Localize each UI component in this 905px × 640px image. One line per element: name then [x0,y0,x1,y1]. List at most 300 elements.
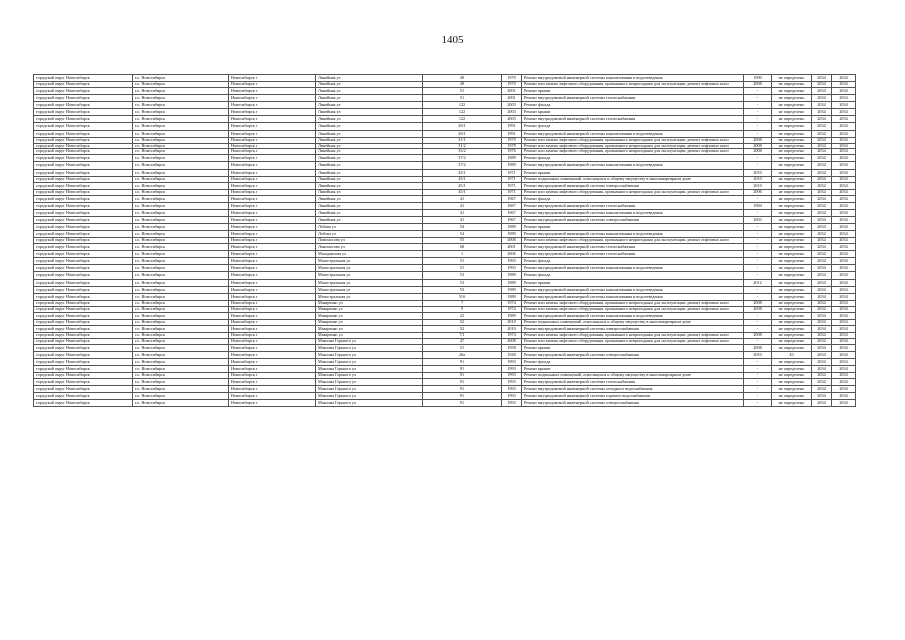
plan-end-cell: 2034 [832,400,856,407]
last-repair-cell: - [744,155,772,162]
year-built-cell: 1989 [502,293,522,300]
street-cell: Максима Горького ул [316,400,423,407]
house-cell: 51 [423,344,502,351]
last-repair-cell: - [744,130,772,137]
last-repair-cell: - [744,195,772,202]
work-type-cell: Ремонт внутридомовой инженерной системы холодного водоснабжения [522,385,744,392]
plan-end-cell: 2034 [832,351,856,358]
municipality-cell: городской округ Новосибирск [34,149,133,155]
municipality-cell: городской округ Новосибирск [34,265,133,272]
plan-end-cell: 2034 [832,344,856,351]
last-repair-cell: 2008 [744,332,772,338]
plan-end-cell: 2034 [832,319,856,325]
last-repair-cell: 2003 [744,216,772,223]
street-cell: Макаренко ул [316,325,423,332]
plan-start-cell: 2034 [812,306,832,312]
district-cell: г.о. Новосибирск [133,244,229,251]
work-type-cell: Ремонт внутридомовой инженерной системы электроснабжения [522,182,744,189]
street-cell: Макаренко ул [316,332,423,338]
plan-end-cell: 2034 [832,365,856,372]
plan-end-cell: 2034 [832,385,856,392]
city-cell: Новосибирск г [229,344,316,351]
last-repair-cell: - [744,312,772,319]
street-cell: Макаренко ул [316,319,423,325]
work-type-cell: Ремонт крыши [522,169,744,176]
year-built-cell: 2006 [502,251,522,258]
district-cell: г.о. Новосибирск [133,312,229,319]
work-type-cell: Ремонт крыши [522,223,744,230]
last-repair-cell: - [744,102,772,109]
wear-cell: не определено [772,319,812,325]
district-cell: г.о. Новосибирск [133,279,229,286]
year-built-cell: 1967 [502,202,522,209]
year-built-cell: 1948 [502,351,522,358]
year-built-cell: 1971 [502,182,522,189]
wear-cell: не определено [772,385,812,392]
house-cell: 122 [423,102,502,109]
plan-end-cell: 2034 [832,137,856,143]
municipality-cell: городской округ Новосибирск [34,293,133,300]
last-repair-cell: - [744,209,772,216]
wear-cell: не определено [772,372,812,378]
city-cell: Новосибирск г [229,358,316,365]
plan-start-cell: 2034 [812,202,832,209]
work-type-cell: Ремонт внутридомовой инженерной системы электроснабжения [522,351,744,358]
wear-cell: не определено [772,325,812,332]
last-repair-cell: - [744,293,772,300]
year-built-cell: 1989 [502,286,522,293]
plan-end-cell: 2034 [832,162,856,169]
plan-start-cell: 2034 [812,385,832,392]
street-cell: Максима Горького ул [316,385,423,392]
plan-start-cell: 2034 [812,130,832,137]
wear-cell: не определено [772,312,812,319]
district-cell: г.о. Новосибирск [133,378,229,385]
table-row [34,162,856,169]
year-built-cell: 1979 [502,143,522,149]
house-cell: 41 [423,209,502,216]
last-repair-cell: 2008 [744,143,772,149]
street-cell: Макаренко ул [316,312,423,319]
last-repair-cell: - [744,162,772,169]
plan-end-cell: 2034 [832,251,856,258]
year-built-cell: 1989 [502,155,522,162]
wear-cell: не определено [772,75,812,82]
municipality-cell: городской округ Новосибирск [34,169,133,176]
district-cell: г.о. Новосибирск [133,123,229,130]
street-cell: Линейная ул [316,189,423,195]
year-built-cell: 2006 [502,238,522,244]
wear-cell: не определено [772,344,812,351]
work-type-cell: Ремонт или замена лифтового оборудования, признанного непригодным для эксплуатации, ремонт лифтовых шахт [522,306,744,312]
house-cell: 54 [423,223,502,230]
last-repair-cell: - [744,392,772,399]
house-cell: 91 [423,392,502,399]
last-repair-cell: 2010 [744,182,772,189]
municipality-cell: городской округ Новосибирск [34,338,133,344]
house-cell: 122 [423,116,502,123]
house-cell: 31/1 [423,137,502,143]
plan-end-cell: 2034 [832,358,856,365]
plan-start-cell: 2034 [812,358,832,365]
wear-cell: не определено [772,95,812,102]
plan-start-cell: 2034 [812,344,832,351]
municipality-cell: городской округ Новосибирск [34,216,133,223]
house-cell: 7/1 [423,332,502,338]
city-cell: Новосибирск г [229,162,316,169]
plan-end-cell: 2034 [832,231,856,238]
municipality-cell: городской округ Новосибирск [34,209,133,216]
house-cell: 1 [423,251,502,258]
municipality-cell: городской округ Новосибирск [34,400,133,407]
house-cell: 41 [423,202,502,209]
plan-start-cell: 2034 [812,272,832,279]
last-repair-cell: - [744,286,772,293]
last-repair-cell: - [744,325,772,332]
year-built-cell: 1967 [502,216,522,223]
plan-start-cell: 2034 [812,169,832,176]
plan-end-cell: 2034 [832,300,856,306]
year-built-cell: 1974 [502,306,522,312]
last-repair-cell: 1990 [744,75,772,82]
house-cell: 41 [423,216,502,223]
street-cell: Линейная ул [316,182,423,189]
city-cell: Новосибирск г [229,75,316,82]
table-row [34,182,856,189]
city-cell: Новосибирск г [229,155,316,162]
plan-start-cell: 2034 [812,392,832,399]
table-row [34,155,856,162]
municipality-cell: городской округ Новосибирск [34,306,133,312]
city-cell: Новосибирск г [229,293,316,300]
city-cell: Новосибирск г [229,216,316,223]
table-row [34,344,856,351]
work-type-cell: Ремонт или замена лифтового оборудования, признанного непригодным для эксплуатации, ремонт лифтовых шахт [522,238,744,244]
street-cell: Магистральная ул [316,293,423,300]
municipality-cell: городской округ Новосибирск [34,195,133,202]
municipality-cell: городской округ Новосибирск [34,351,133,358]
table-row [34,365,856,372]
last-repair-cell: 2008 [744,306,772,312]
house-cell: 53 [423,272,502,279]
district-cell: г.о. Новосибирск [133,137,229,143]
work-type-cell: Ремонт крыши [522,109,744,116]
table-row [34,392,856,399]
plan-end-cell: 2034 [832,82,856,88]
plan-start-cell: 2034 [812,88,832,95]
last-repair-cell: - [744,95,772,102]
house-cell: 91 [423,372,502,378]
municipality-cell: городской округ Новосибирск [34,223,133,230]
street-cell: Максима Горького ул [316,338,423,344]
work-type-cell: Ремонт внутридомовой инженерной системы теплоснабжения [522,378,744,385]
wear-cell: не определено [772,88,812,95]
district-cell: г.о. Новосибирск [133,400,229,407]
district-cell: г.о. Новосибирск [133,344,229,351]
last-repair-cell: - [744,88,772,95]
year-built-cell: 2003 [502,102,522,109]
wear-cell: не определено [772,123,812,130]
last-repair-cell: 1984 [744,202,772,209]
year-built-cell: 1958 [502,344,522,351]
plan-start-cell: 2034 [812,116,832,123]
table-row [34,169,856,176]
wear-cell: не определено [772,202,812,209]
table-row [34,244,856,251]
district-cell: г.о. Новосибирск [133,75,229,82]
year-built-cell: 2003 [502,116,522,123]
table-row [34,130,856,137]
city-cell: Новосибирск г [229,400,316,407]
municipality-cell: городской округ Новосибирск [34,95,133,102]
plan-start-cell: 2034 [812,109,832,116]
table-row [34,358,856,365]
district-cell: г.о. Новосибирск [133,351,229,358]
table-row [34,123,856,130]
last-repair-cell: - [744,365,772,372]
house-cell: 45/1 [423,182,502,189]
plan-start-cell: 2034 [812,244,832,251]
plan-start-cell: 2034 [812,149,832,155]
municipality-cell: городской округ Новосибирск [34,75,133,82]
wear-cell: не определено [772,258,812,265]
plan-end-cell: 2034 [832,392,856,399]
district-cell: г.о. Новосибирск [133,332,229,338]
municipality-cell: городской округ Новосибирск [34,123,133,130]
year-built-cell: 1993 [502,378,522,385]
plan-end-cell: 2034 [832,265,856,272]
wear-cell: не определено [772,116,812,123]
plan-start-cell: 2034 [812,223,832,230]
year-built-cell: 1971 [502,176,522,182]
last-repair-cell: - [744,223,772,230]
city-cell: Новосибирск г [229,392,316,399]
municipality-cell: городской округ Новосибирск [34,365,133,372]
wear-cell: не определено [772,306,812,312]
last-repair-cell: - [744,319,772,325]
street-cell: Лобова ул [316,231,423,238]
city-cell: Новосибирск г [229,306,316,312]
plan-start-cell: 2034 [812,209,832,216]
house-cell: 52 [423,319,502,325]
plan-start-cell: 2034 [812,95,832,102]
plan-end-cell: 2034 [832,223,856,230]
plan-end-cell: 2034 [832,238,856,244]
municipality-cell: городской округ Новосибирск [34,332,133,338]
last-repair-cell: 2008 [744,344,772,351]
table-row [34,378,856,385]
wear-cell: не определено [772,149,812,155]
plan-end-cell: 2034 [832,109,856,116]
work-type-cell: Ремонт внутридомовой инженерной системы теплоснабжения [522,95,744,102]
district-cell: г.о. Новосибирск [133,358,229,365]
street-cell: Линейная ул [316,109,423,116]
city-cell: Новосибирск г [229,279,316,286]
plan-end-cell: 2034 [832,176,856,182]
wear-cell: не определено [772,102,812,109]
wear-cell: не определено [772,338,812,344]
plan-end-cell: 2034 [832,372,856,378]
plan-start-cell: 2034 [812,182,832,189]
year-built-cell: 1970 [502,82,522,88]
house-cell: 47 [423,338,502,344]
table-row [34,231,856,238]
year-built-cell: 2010 [502,319,522,325]
house-cell: 91 [423,365,502,372]
last-repair-cell: 2010 [744,176,772,182]
wear-cell: не определено [772,238,812,244]
street-cell: Линейная ул [316,102,423,109]
street-cell: Максима Горького ул [316,378,423,385]
work-type-cell: Ремонт внутридомовой инженерной системы канализования и водоотведения [522,265,744,272]
street-cell: Линейная ул [316,82,423,88]
city-cell: Новосибирск г [229,231,316,238]
plan-start-cell: 2034 [812,332,832,338]
work-type-cell: Ремонт или замена лифтового оборудования, признанного непригодным для эксплуатации, ремонт лифтовых шахт [522,149,744,155]
plan-start-cell: 2034 [812,286,832,293]
plan-start-cell: 2034 [812,312,832,319]
wear-cell: не определено [772,176,812,182]
last-repair-cell: 2008 [744,149,772,155]
district-cell: г.о. Новосибирск [133,82,229,88]
street-cell: Ломоносова ул [316,244,423,251]
street-cell: Магистральная ул [316,279,423,286]
last-repair-cell: - [744,258,772,265]
wear-cell: не определено [772,216,812,223]
plan-end-cell: 2034 [832,169,856,176]
year-built-cell: 1989 [502,231,522,238]
house-cell: 51 [423,88,502,95]
wear-cell: не определено [772,143,812,149]
city-cell: Новосибирск г [229,258,316,265]
wear-cell: не определено [772,378,812,385]
district-cell: г.о. Новосибирск [133,258,229,265]
district-cell: г.о. Новосибирск [133,182,229,189]
municipality-cell: городской округ Новосибирск [34,155,133,162]
wear-cell: не определено [772,162,812,169]
street-cell: Максима Горького ул [316,372,423,378]
street-cell: Линейная ул [316,75,423,82]
work-type-cell: Ремонт внутридомовой инженерной системы теплоснабжения [522,116,744,123]
last-repair-cell: - [744,116,772,123]
municipality-cell: городской округ Новосибирск [34,258,133,265]
year-built-cell: 2008 [502,338,522,344]
wear-cell: не определено [772,109,812,116]
city-cell: Новосибирск г [229,116,316,123]
work-type-cell: Ремонт фасада [522,123,744,130]
house-cell: 29/1 [423,123,502,130]
last-repair-cell: - [744,272,772,279]
street-cell: Магистральная ул [316,265,423,272]
district-cell: г.о. Новосибирск [133,102,229,109]
house-cell: 51б [423,293,502,300]
street-cell: Макаренко ул [316,306,423,312]
table-row [34,251,856,258]
work-type-cell: Ремонт внутридомовой инженерной системы теплоснабжения [522,251,744,258]
city-cell: Новосибирск г [229,325,316,332]
year-built-cell: 1970 [502,75,522,82]
last-repair-cell: - [744,238,772,244]
wear-cell: не определено [772,231,812,238]
plan-start-cell: 2034 [812,195,832,202]
plan-end-cell: 2034 [832,279,856,286]
last-repair-cell: - [744,358,772,365]
house-cell: 26а [423,351,502,358]
district-cell: г.о. Новосибирск [133,272,229,279]
street-cell: Линейная ул [316,130,423,137]
district-cell: г.о. Новосибирск [133,231,229,238]
plan-end-cell: 2034 [832,332,856,338]
plan-end-cell: 2034 [832,338,856,344]
city-cell: Новосибирск г [229,88,316,95]
street-cell: Линейная ул [316,137,423,143]
plan-start-cell: 2034 [812,258,832,265]
plan-start-cell: 2034 [812,319,832,325]
municipality-cell: городской округ Новосибирск [34,286,133,293]
city-cell: Новосибирск г [229,149,316,155]
street-cell: Максима Горького ул [316,344,423,351]
street-cell: Линейная ул [316,202,423,209]
house-cell: 51 [423,265,502,272]
plan-start-cell: 2034 [812,338,832,344]
wear-cell: не определено [772,400,812,407]
street-cell: Линейная ул [316,116,423,123]
table-row [34,216,856,223]
district-cell: г.о. Новосибирск [133,300,229,306]
wear-cell: не определено [772,130,812,137]
district-cell: г.о. Новосибирск [133,176,229,182]
city-cell: Новосибирск г [229,109,316,116]
last-repair-cell: 2012 [744,279,772,286]
table-row [34,351,856,358]
wear-cell: не определено [772,358,812,365]
plan-end-cell: 2034 [832,130,856,137]
municipality-cell: городской округ Новосибирск [34,385,133,392]
city-cell: Новосибирск г [229,195,316,202]
street-cell: Линейная ул [316,123,423,130]
plan-start-cell: 2034 [812,351,832,358]
municipality-cell: городской округ Новосибирск [34,176,133,182]
plan-end-cell: 2034 [832,195,856,202]
city-cell: Новосибирск г [229,312,316,319]
wear-cell: не определено [772,223,812,230]
district-cell: г.о. Новосибирск [133,155,229,162]
street-cell: Линейная ул [316,88,423,95]
house-cell: 29/1 [423,130,502,137]
plan-start-cell: 2034 [812,372,832,378]
district-cell: г.о. Новосибирск [133,195,229,202]
city-cell: Новосибирск г [229,130,316,137]
district-cell: г.о. Новосибирск [133,130,229,137]
last-repair-cell: - [744,338,772,344]
city-cell: Новосибирск г [229,265,316,272]
work-type-cell: Ремонт внутридомовой инженерной системы канализования и водоотведения [522,231,744,238]
year-built-cell: 1967 [502,209,522,216]
year-built-cell: 1993 [502,358,522,365]
city-cell: Новосибирск г [229,102,316,109]
plan-start-cell: 2034 [812,400,832,407]
municipality-cell: городской округ Новосибирск [34,251,133,258]
municipality-cell: городской округ Новосибирск [34,109,133,116]
city-cell: Новосибирск г [229,300,316,306]
plan-start-cell: 2034 [812,137,832,143]
table-row [34,265,856,272]
city-cell: Новосибирск г [229,319,316,325]
municipality-cell: городской округ Новосибирск [34,102,133,109]
house-cell: 122 [423,109,502,116]
work-type-cell: Ремонт фасада [522,195,744,202]
plan-end-cell: 2034 [832,75,856,82]
